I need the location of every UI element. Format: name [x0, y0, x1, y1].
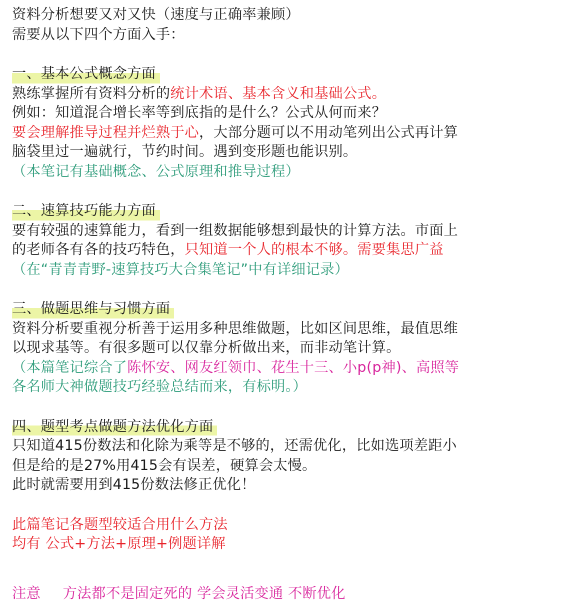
section-2-paragraph-2 — [12, 241, 578, 261]
section-4-heading-row — [12, 418, 578, 438]
section-3-paragraph-1: 资料分析要重视分析善于运用多种思维做题，比如区间思维，最值思维 — [12, 320, 578, 340]
section-1-text: 熟练掌握所有资料分析的 — [12, 86, 170, 102]
section-4-heading: 四、题型考点做题方法优化方面 — [12, 418, 217, 438]
section-3-heading: 三、做题思维与习惯方面 — [12, 300, 174, 320]
section-1-paragraph-3 — [12, 124, 578, 144]
section-3-note-line-2: 各名师大神做题技巧经验总结而来，有标明。） — [12, 378, 578, 398]
note-page — [12, 6, 578, 604]
section-2-heading-row — [12, 202, 578, 222]
section-4-paragraph-3: 此时就需要用到415份数法修正优化！ — [12, 476, 578, 496]
notice-line — [12, 585, 578, 604]
section-1-note: （本笔记有基础概念、公式原理和推导过程） — [12, 163, 578, 183]
section-1-paragraph-2: 例如：知道混合增长率等到底指的是什么？公式从何而来？ — [12, 104, 578, 124]
section-1-heading: 一、基本公式概念方面 — [12, 65, 160, 85]
section-1-emphasis: 统计术语、基本含义和基础公式。 — [170, 86, 386, 102]
section-1-paragraph-4: 脑袋里过一遍就行，节约时间。遇到变形题也能识别。 — [12, 143, 578, 163]
section-2-paragraph-1: 要有较强的速算能力，看到一组数据能够想到最快的计算方法。市面上 — [12, 222, 578, 242]
section-3-note-line-1 — [12, 359, 578, 379]
section-1-text-cont: ，大部分题可以不用动笔列出公式再计算 — [199, 125, 458, 141]
intro-line-2: 需要从以下四个方面入手： — [12, 26, 578, 46]
notice-text: 方法都不是固定死的 学会灵活变通 不断优化 — [63, 586, 346, 602]
section-3-heading-row — [12, 300, 578, 320]
section-2-emphasis: 只知道一个人的根本不够。需要集思广益 — [185, 242, 444, 258]
section-2-text: 的老师各有各的技巧特色， — [12, 242, 185, 258]
section-1-key-point: 要会理解推导过程并烂熟于心 — [12, 125, 199, 141]
section-3-teacher-names: 陈怀安、网友红领巾、花生十三、小p(p神)、高照等 — [127, 360, 459, 376]
notice-label: 注意 — [12, 586, 41, 602]
section-1-heading-row — [12, 65, 578, 85]
section-2-heading: 二、速算技巧能力方面 — [12, 202, 160, 222]
summary-line-1: 此篇笔记各题型较适合用什么方法 — [12, 516, 578, 536]
section-2-note: （在“青青青野-速算技巧大合集笔记”中有详细记录） — [12, 261, 578, 281]
section-3-paragraph-2: 以现求基等。有很多题可以仅靠分析做出来，而非动笔计算。 — [12, 339, 578, 359]
section-4-paragraph-2: 但是给的是27%用415会有误差，硬算会太慢。 — [12, 457, 578, 477]
intro-line-1: 资料分析想要又对又快（速度与正确率兼顾） — [12, 6, 578, 26]
section-3-note-prefix: （本篇笔记综合了 — [12, 360, 127, 376]
section-4-paragraph-1: 只知道415份数法和化除为乘等是不够的，还需优化，比如选项差距小 — [12, 437, 578, 457]
section-1-paragraph-1 — [12, 85, 578, 105]
summary-line-2: 均有 公式+方法+原理+例题详解 — [12, 535, 578, 555]
